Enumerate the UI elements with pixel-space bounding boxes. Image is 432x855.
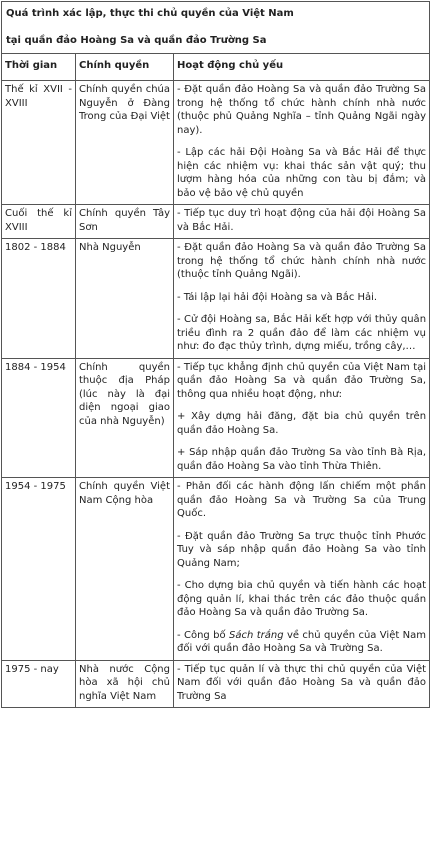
table-row — [2, 660, 430, 708]
table-row — [2, 205, 430, 239]
title-line-2: tại quần đảo Hoàng Sa và quần đảo Trường Sa — [6, 35, 267, 46]
document — [1, 1, 429, 708]
period-cell: Thế kỉ XVII - XVIII — [2, 81, 76, 205]
government-cell: Chính quyền Việt Nam Cộng hòa — [76, 478, 174, 661]
title-line-1: Quá trình xác lập, thực thi chủ quyền của Việt Nam — [6, 8, 294, 19]
table-row — [2, 239, 430, 359]
government-cell: Nhà nước Cộng hòa xã hội chủ nghĩa Việt Nam — [76, 660, 174, 708]
activities-cell — [174, 205, 430, 239]
activity-item: - Đặt quần đảo Hoàng Sa và quần đảo Trường Sa trong hệ thống tổ chức hành chính nhà nước (thuộc tỉnh Quảng Ngãi). — [177, 242, 427, 280]
activities-cell — [174, 358, 430, 478]
header-period: Thời gian — [2, 54, 76, 81]
activity-item: - Tiếp tục quản lí và thực thi chủ quyền của Việt Nam đối với quần đảo Hoàng Sa và quần đảo Trường Sa — [177, 663, 427, 702]
header-activities: Hoạt động chủ yếu — [174, 54, 430, 81]
white-paper-emphasis: Sách trắng — [229, 629, 284, 641]
period-cell: 1884 - 1954 — [2, 358, 76, 478]
period-cell: Cuối thế kỉ XVIII — [2, 205, 76, 239]
activity-item: - Đặt quần đảo Trường Sa trực thuộc tỉnh Phước Tuy và sáp nhập quần đảo Hoàng Sa vào tỉnh Quảng Nam; — [177, 530, 427, 569]
government-cell: Chính quyền thuộc địa Pháp (lúc này là đại diện ngoại giao của nhà Nguyễn) — [76, 358, 174, 478]
table-row — [2, 478, 430, 661]
activity-item: + Xây dựng hải đăng, đặt bia chủ quyền trên quần đảo Hoàng Sa. — [177, 411, 427, 436]
table-row — [2, 358, 430, 478]
activities-cell — [174, 239, 430, 359]
period-cell: 1975 - nay — [2, 660, 76, 708]
activity-item: - Phản đối các hành động lấn chiếm một phần quần đảo Hoàng Sa và Trường Sa của Trung Quốc. — [177, 481, 427, 519]
activity-item: - Tiếp tục khẳng định chủ quyền của Việt Nam tại quần đảo Hoàng Sa và quần đảo Trường Sa, thông qua nhiều hoạt động, như: — [177, 361, 427, 400]
table-title — [2, 2, 430, 54]
activities-cell — [174, 81, 430, 205]
government-cell: Chính quyền Tây Sơn — [76, 205, 174, 239]
activity-item: + Sáp nhập quần đảo Trường Sa vào tỉnh Bà Rịa, quần đảo Hoàng Sa vào tỉnh Thừa Thiên. — [177, 447, 427, 472]
header-government: Chính quyền — [76, 54, 174, 81]
period-cell: 1802 - 1884 — [2, 239, 76, 359]
activities-cell — [174, 478, 430, 661]
activity-item: - Cho dựng bia chủ quyền và tiến hành các hoạt động quản lí, khai thác trên các đảo thuộc quần đảo Hoàng Sa và quần đảo Trường Sa. — [177, 580, 427, 618]
government-cell: Chính quyền chúa Nguyễn ở Đàng Trong của Đại Việt — [76, 81, 174, 205]
period-cell: 1954 - 1975 — [2, 478, 76, 661]
sovereignty-table — [1, 1, 430, 708]
activity-item: - Tiếp tục duy trì hoạt động của hải đội Hoàng Sa và Bắc Hải. — [177, 208, 427, 233]
government-cell: Nhà Nguyễn — [76, 239, 174, 359]
header-row — [2, 54, 430, 81]
activity-item: - Cử đội Hoàng sa, Bắc Hải kết hợp với thủy quân triều đình ra 2 quần đảo để làm các nhiệm vụ như: đo đạc thủy trình, dựng miếu, trồng cây,… — [177, 314, 427, 352]
activity-item — [177, 629, 426, 656]
activity-item: - Đặt quần đảo Hoàng Sa và quần đảo Trường Sa trong hệ thống tổ chức hành chính nhà nước (thuộc phủ Quảng Nghĩa – tỉnh Quảng Ngãi ngày nay). — [177, 84, 427, 136]
activities-cell — [174, 660, 430, 708]
activity-item: - Lập các hải Đội Hoàng Sa và Bắc Hải để thực hiện các nhiệm vụ: khai thác sản vật quý; thu lượm hàng hóa của những con tàu bị đắm; và bảo vệ bảo vệ chủ quyền — [177, 147, 427, 199]
activity-prefix: - Công bố — [177, 629, 230, 641]
activity-item: - Tái lập lại hải đội Hoàng sa và Bắc Hải. — [177, 291, 378, 303]
table-row — [2, 81, 430, 205]
title-row — [2, 2, 430, 54]
activity-suffix: về chủ quyền của Việt Nam đối với quần đảo Hoàng Sa và Trường Sa. — [177, 629, 427, 654]
